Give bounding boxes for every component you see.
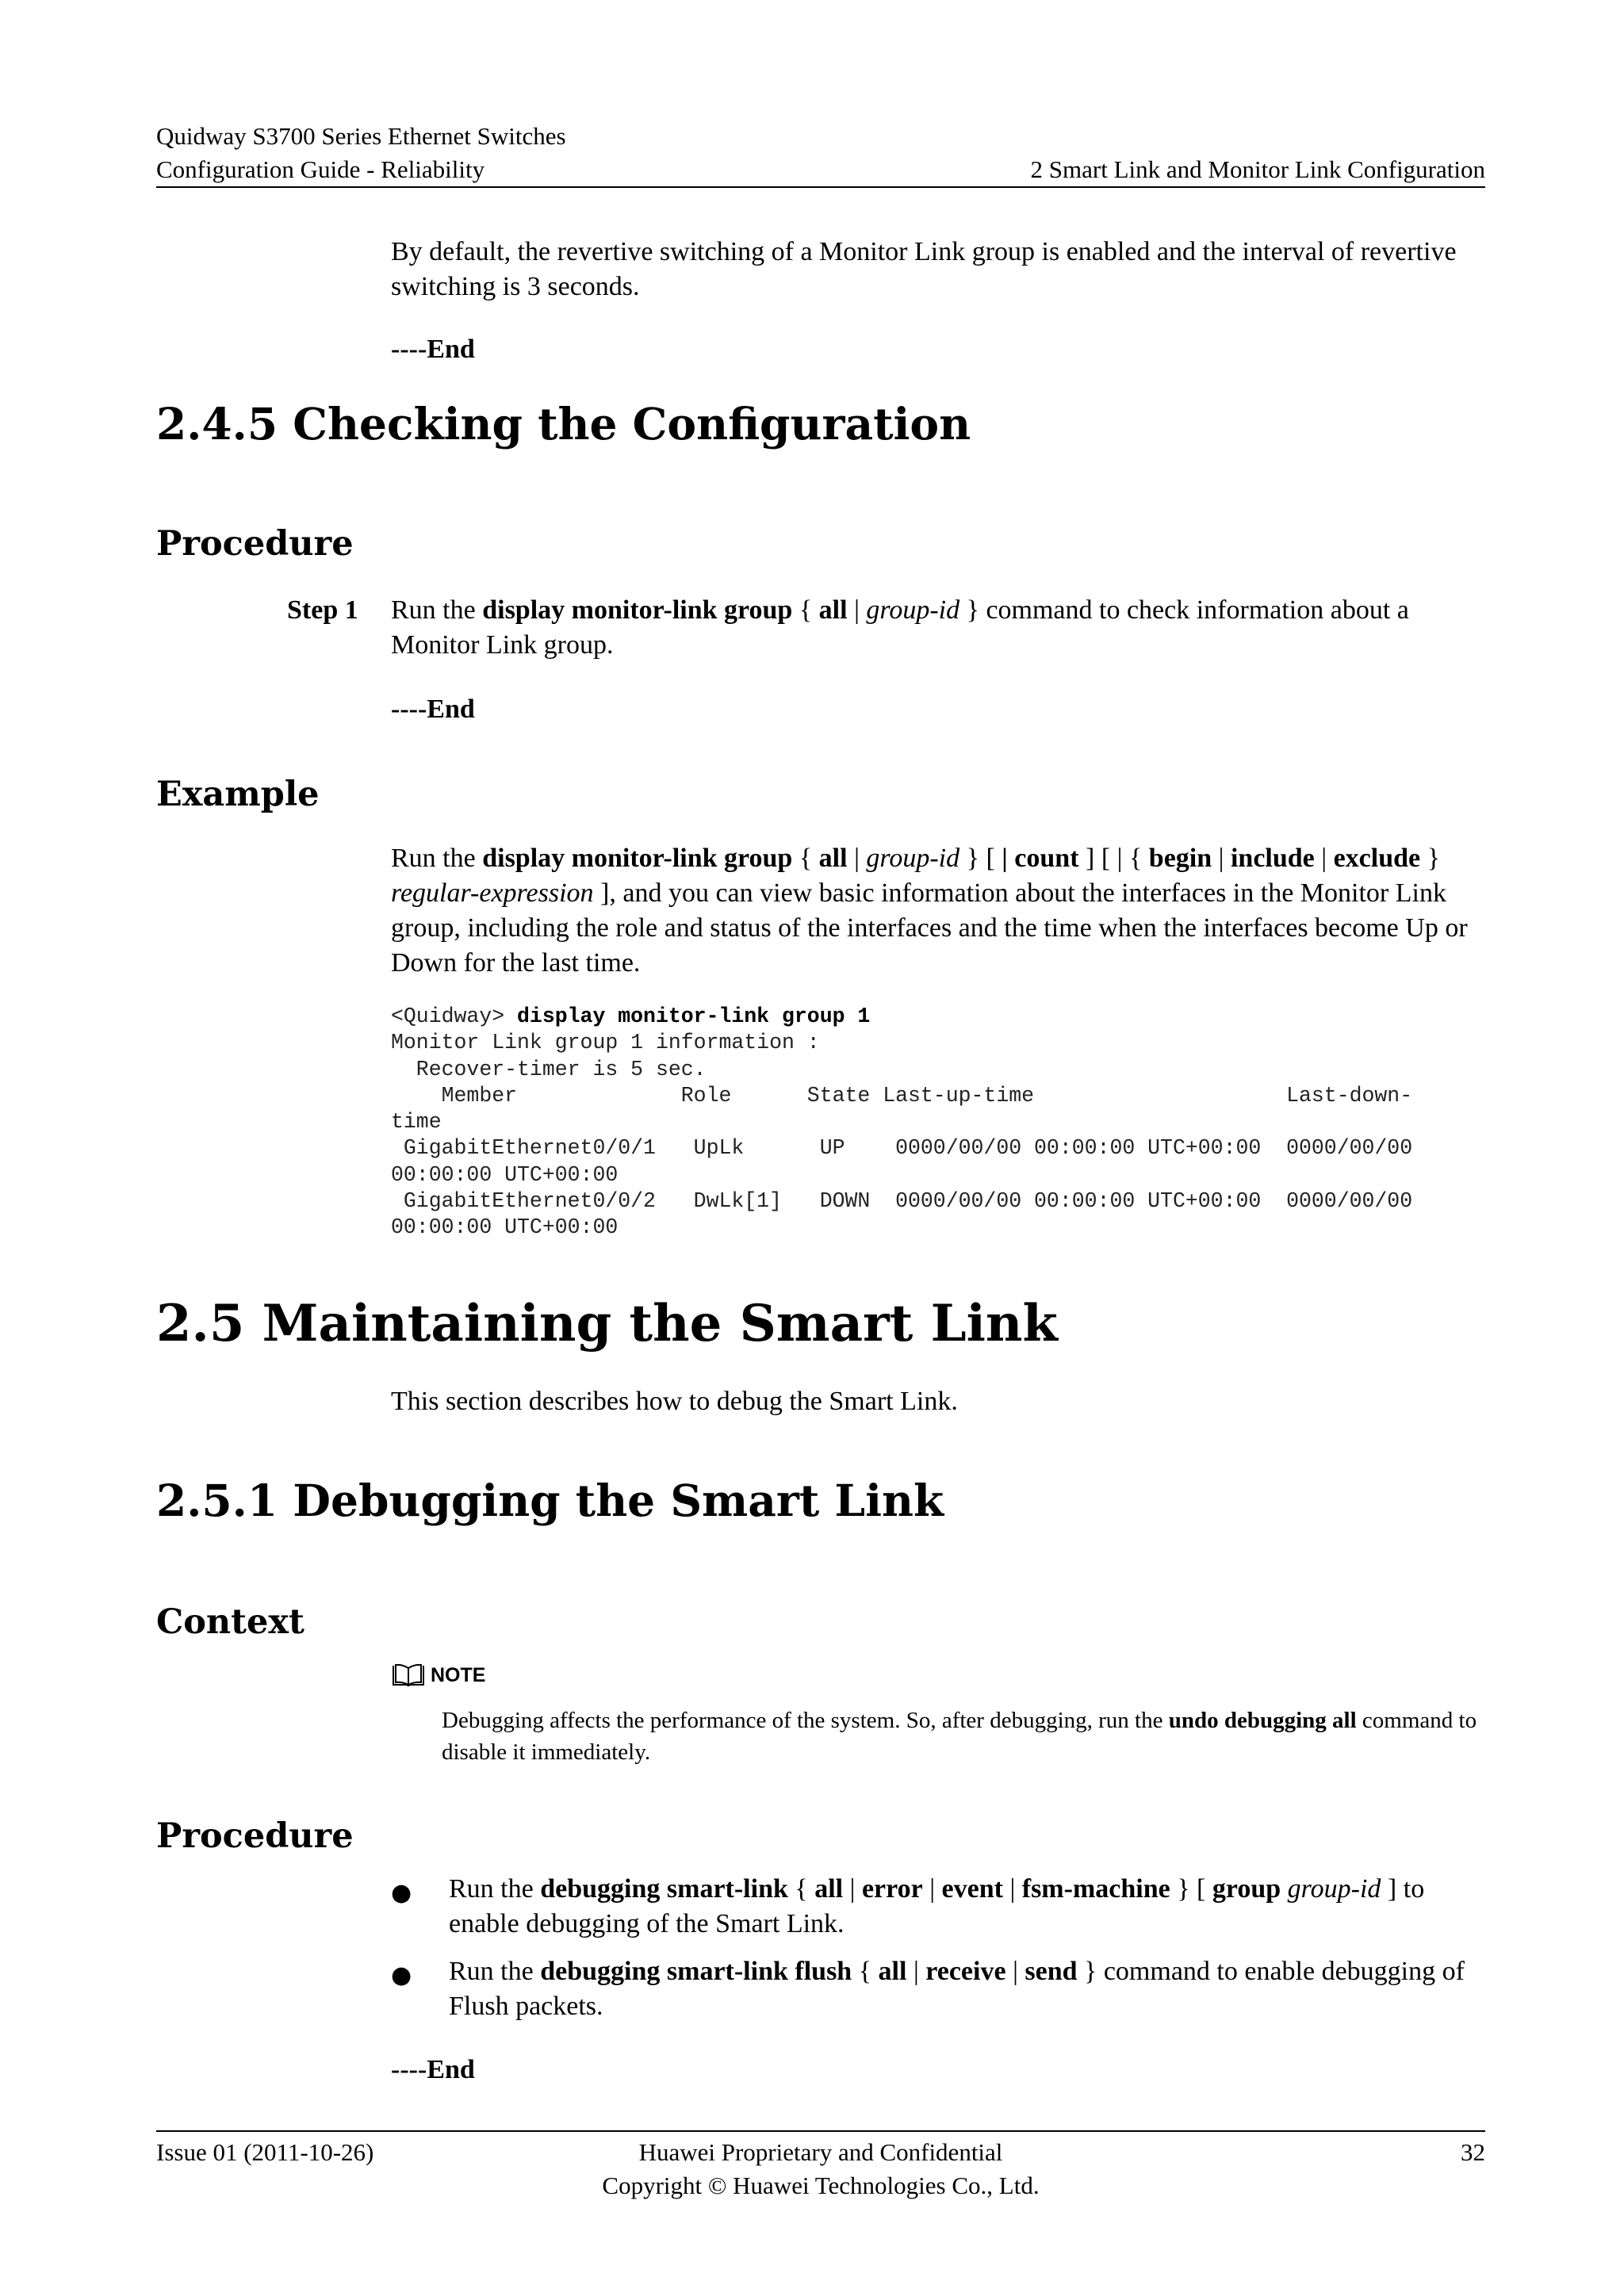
procedure-heading: Procedure	[156, 524, 354, 564]
note-label: NOTE	[431, 1663, 486, 1686]
code-block	[391, 1004, 1412, 1242]
step-label: Step 1	[287, 595, 358, 625]
code-line: GigabitEthernet0/0/1 UpLk UP 0000/00/00 00:00:00 UTC+00:00 0000/00/00	[391, 1136, 1413, 1161]
end-marker: ----End	[391, 695, 475, 724]
intro-paragraph: By default, the revertive switching of a Monitor Link group is enabled and the interval of revertive switching is 3 seconds.	[391, 237, 1457, 301]
bullet-dot: ●	[391, 1879, 412, 1907]
section-title-2-5-1: 2.5.1 Debugging the Smart Link	[156, 1475, 944, 1526]
footer-copyright: Copyright © Huawei Technologies Co., Ltd.	[602, 2172, 1040, 2199]
section-title-2-4-5: 2.4.5 Checking the Configuration	[156, 398, 971, 450]
code-line: 00:00:00 UTC+00:00	[391, 1215, 619, 1240]
note-text: Debugging affects the performance of the system. So, after debugging, run the undo debugging all command to disable it immediately.	[442, 1708, 1477, 1765]
end-marker: ----End	[391, 2055, 475, 2084]
section-title-2-5: 2.5 Maintaining the Smart Link	[156, 1294, 1058, 1353]
command-name: display monitor-link group	[482, 595, 793, 625]
procedure-heading: Procedure	[156, 1816, 354, 1856]
bullet-item-debugging: Run the debugging smart-link { all | error | event | fsm-machine } [ group group-id ] to enable debugging of the Smart Link.	[449, 1874, 1425, 1938]
example-paragraph: Run the display monitor-link group { all | group-id } [ | count ] [ | { begin | include | exclude } regular-expression ], and you can view basic information about the interfaces in the Monitor Link group, including the role and status of the interfaces and the time when the interfaces become Up or Down for the last time.	[391, 844, 1468, 978]
code-line: 00:00:00 UTC+00:00	[391, 1162, 619, 1187]
code-line: time	[391, 1110, 442, 1135]
code-prompt-line: <Quidway> display monitor-link group 1	[391, 1004, 871, 1028]
header-guide: Configuration Guide - Reliability	[156, 155, 485, 183]
bullet-dot: ●	[391, 1961, 412, 1989]
footer-rule	[156, 2130, 1485, 2132]
example-heading: Example	[156, 775, 320, 814]
end-marker: ----End	[391, 335, 475, 364]
book-icon	[391, 1662, 426, 1689]
code-line: Member Role State Last-up-time Last-down-	[391, 1083, 1413, 1108]
bullet-item-flush: Run the debugging smart-link flush { all | receive | send } command to enable debugging of Flush packets.	[449, 1957, 1465, 2021]
context-heading: Context	[156, 1602, 304, 1642]
header-chapter: 2 Smart Link and Monitor Link Configuration	[1030, 155, 1485, 183]
footer-confidential: Huawei Proprietary and Confidential	[638, 2138, 1003, 2166]
header-product: Quidway S3700 Series Ethernet Switches	[156, 122, 566, 150]
section-intro: This section describes how to debug the Smart Link.	[391, 1387, 958, 1416]
code-line: GigabitEthernet0/0/2 DwLk[1] DOWN 0000/00/00 00:00:00 UTC+00:00 0000/00/00	[391, 1189, 1413, 1214]
note-header	[391, 1659, 485, 1691]
code-line: Recover-timer is 5 sec.	[391, 1057, 707, 1081]
code-line: Monitor Link group 1 information :	[391, 1031, 820, 1055]
step-1-text: Run the display monitor-link group { all | group-id } command to check information about a Monitor Link group.	[391, 595, 1409, 660]
footer-issue: Issue 01 (2011-10-26)	[156, 2138, 374, 2166]
page-number: 32	[1461, 2138, 1485, 2166]
header-rule	[156, 186, 1485, 188]
